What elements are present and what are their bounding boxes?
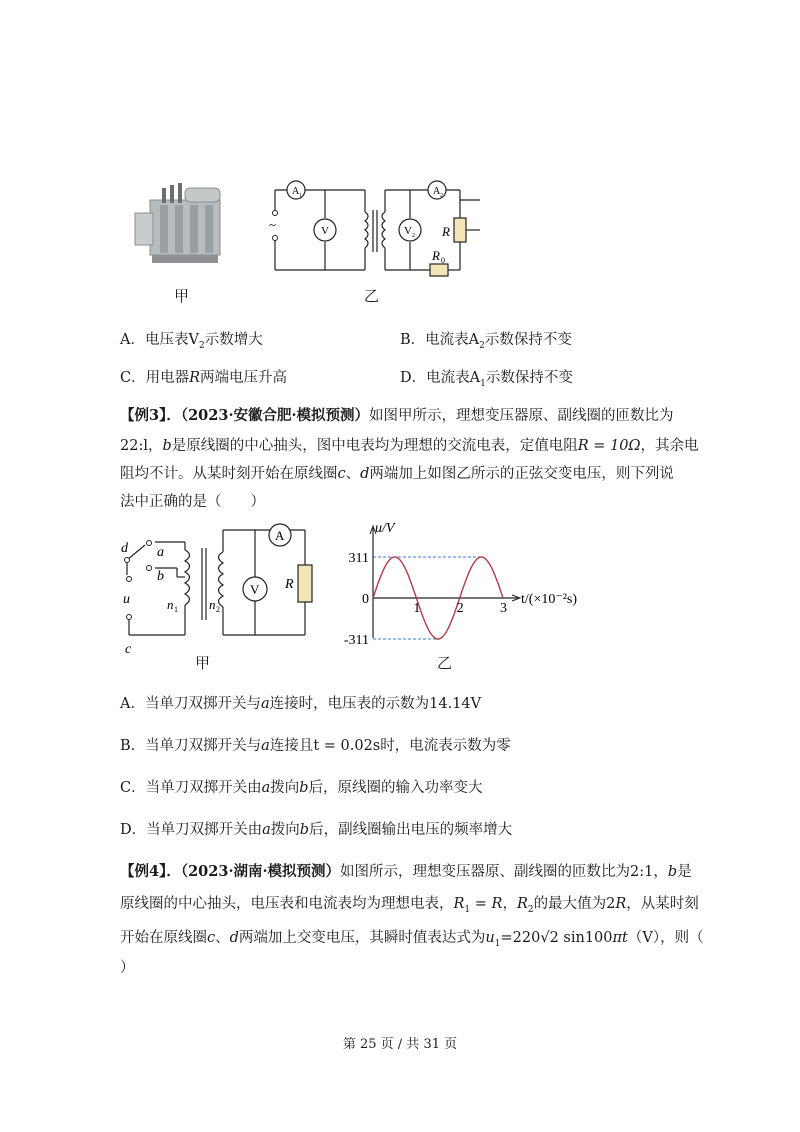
fig1-caption-right: 乙 [364,287,380,305]
fig1-caption-left: 甲 [174,287,190,305]
svg-text:R: R [285,577,294,592]
ex3-sine-chart [335,520,605,650]
v2-sub: 2 [412,233,415,239]
resistor-icon [298,565,312,602]
ex4-line1: 【例4】．（2023·湖南·模拟预测）如图所示，理想变压器原、副线圈的匝数比为2:1，b是 [120,863,692,880]
a2-sub: 2 [440,193,443,199]
y-axis-label: u/V [375,521,395,536]
ex3-line3: 阻均不计。从某时刻开始在原线圈c、d两端加上如图乙所示的正弦交变电压，则下列说 [120,466,674,482]
x-tick-label: 1 [413,601,421,616]
ex3-caption-left: 甲 [195,654,211,672]
option-d-prev: D．电流表$A_1$示数保持不变 [400,370,573,389]
svg-text:A: A [275,528,285,543]
ex3-line2: 22:l，b是原线圈的中心抽头，图中电表均为理想的交流电表，定值电阻R = 10Ω，其余电 [120,438,699,454]
r0-label: R [432,248,440,263]
r0-sub: 0 [441,256,445,265]
svg-text:n: n [209,597,216,612]
a1-label: A [292,186,300,197]
transformer-photo [135,183,220,263]
r-label: R [442,224,450,239]
terminal-bottom [273,236,278,241]
option-c-prev: C．用电器R两端电压升高 [120,370,288,386]
y-tick-label: 311 [348,551,369,566]
ex3-line4: 法中正确的是（ ） [120,494,265,510]
x-tick-label: 3 [500,601,507,616]
option-b-prev: B．电流表$A_2$示数保持不变 [400,332,572,351]
ex3-caption-right: 乙 [437,654,453,672]
ex4-line2: 原线圈的中心抽头，电压表和电流表均为理想电表，$R_1 = R$，$R_2$的最大值为2R，从某时刻 [120,896,699,915]
ex3-option-b: B．当单刀双掷开关与a连接且t = 0.02s时，电流表示数为零 [120,738,511,754]
ex3-circuit [115,520,325,660]
option-a-prev: A．电压表$V_2$示数增大 [120,332,263,351]
svg-text:V: V [250,582,260,597]
ex3-option-d: D．当单刀双掷开关由a拨向b后，副线圈输出电压的频率增大 [120,822,513,838]
svg-text:b: b [157,569,164,584]
y-tick-label: -311 [343,633,369,648]
page-footer: 第 25 页 / 共 31 页 [342,1037,458,1052]
ac-symbol: ~ [269,217,277,232]
svg-text:d: d [121,541,128,556]
svg-text:c: c [125,642,132,657]
resistor-r0 [430,264,448,276]
svg-text:a: a [157,545,164,560]
y-tick-label: 0 [362,592,369,607]
ex3-line1: 【例3】．（2023·安徽合肥·模拟预测）如图甲所示，理想变压器原、副线圈的匝数比为 [120,407,674,424]
resistor-r [454,218,466,242]
ex3-option-a: A．当单刀双掷开关与a连接时，电压表的示数为14.14V [120,696,482,712]
ex3-option-c: C．当单刀双掷开关由a拨向b后，原线圈的输入功率变大 [120,780,483,796]
svg-text:u: u [123,592,130,607]
terminal-top [273,211,278,216]
v1-label: V [321,225,329,237]
x-axis-label: t/(×10⁻²s) [521,592,578,607]
x-tick-label: 2 [456,601,464,616]
a2-label: A [433,186,441,197]
sine-chart-svg [335,520,605,650]
v2-label: V [404,225,412,237]
ex4-line3: 开始在原线圈c、d两端加上交变电压，其瞬时值表达式为$u_1=220√2$ sin100πt（V），则（ [120,930,704,949]
svg-text:n: n [167,597,174,612]
svg-text:1: 1 [174,605,178,614]
svg-text:2: 2 [216,605,220,614]
ex4-line4: ） [120,960,135,976]
a1-sub: 1 [299,193,302,199]
